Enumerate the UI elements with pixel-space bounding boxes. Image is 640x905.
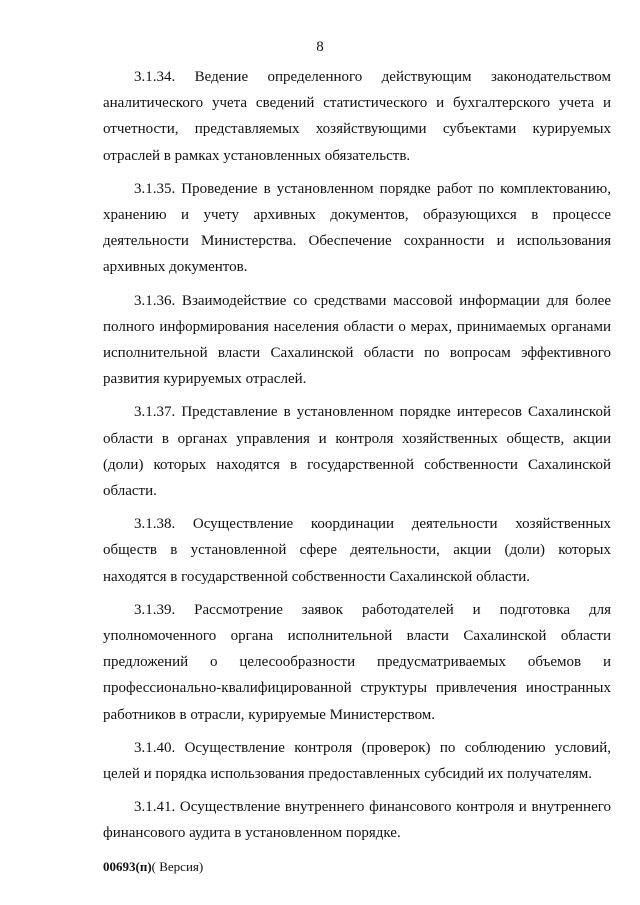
paragraph-3-1-39: 3.1.39. Рассмотрение заявок работодателей и подготовка для уполномоченного органа исполнительной власти Сахалинской области предложений о целесообразности предусматриваемых объемов и профессионально-квалифицированной структуры привлечения иностранных работников в отрасли, курируемые Министерством. xyxy=(103,601,611,723)
paragraph-3-1-41: 3.1.41. Осуществление внутреннего финансового контроля и внутреннего финансового аудита в установленном порядке. xyxy=(103,799,611,842)
document-body xyxy=(103,64,611,854)
footer-version: ( Версия) xyxy=(151,859,204,874)
paragraph-3-1-35: 3.1.35. Проведение в установленном порядке работ по комплектованию, хранению и учету архивных документов, образующихся в процессе деятельности Министерства. Обеспечение сохранности и использования архивных документов. xyxy=(103,180,611,276)
paragraph-3-1-40: 3.1.40. Осуществление контроля (проверок) по соблюдению условий, целей и порядка использования предоставленных субсидий их получателям. xyxy=(103,739,611,783)
paragraph-3-1-38: 3.1.38. Осуществление координации деятельности хозяйственных обществ в установленной сфере деятельности, акции (доли) которых находятся в государственной собственности Сахалинской области. xyxy=(103,516,611,585)
footer-document-code: 00693(п) xyxy=(103,859,152,874)
paragraph-3-1-36: 3.1.36. Взаимодействие со средствами массовой информации для более полного информирования населения области о мерах, принимаемых органами исполнительной власти Сахалинской области по вопросам эффективного развития курируемых отраслей. xyxy=(103,292,611,388)
page-number: 8 xyxy=(316,39,324,55)
paragraph-3-1-34: 3.1.34. Ведение определенного действующим законодательством аналитического учета сведений статистического и бухгалтерского учета и отчетности, представляемых хозяйствующими субъектами курируемых отраслей в рамках установленных обязательств. xyxy=(103,69,611,164)
paragraph-3-1-37: 3.1.37. Представление в установленном порядке интересов Сахалинской области в органах управления и контроля хозяйственных обществ, акции (доли) которых находятся в государственной собственности Сахалинской области. xyxy=(103,404,611,500)
footer xyxy=(103,858,203,876)
